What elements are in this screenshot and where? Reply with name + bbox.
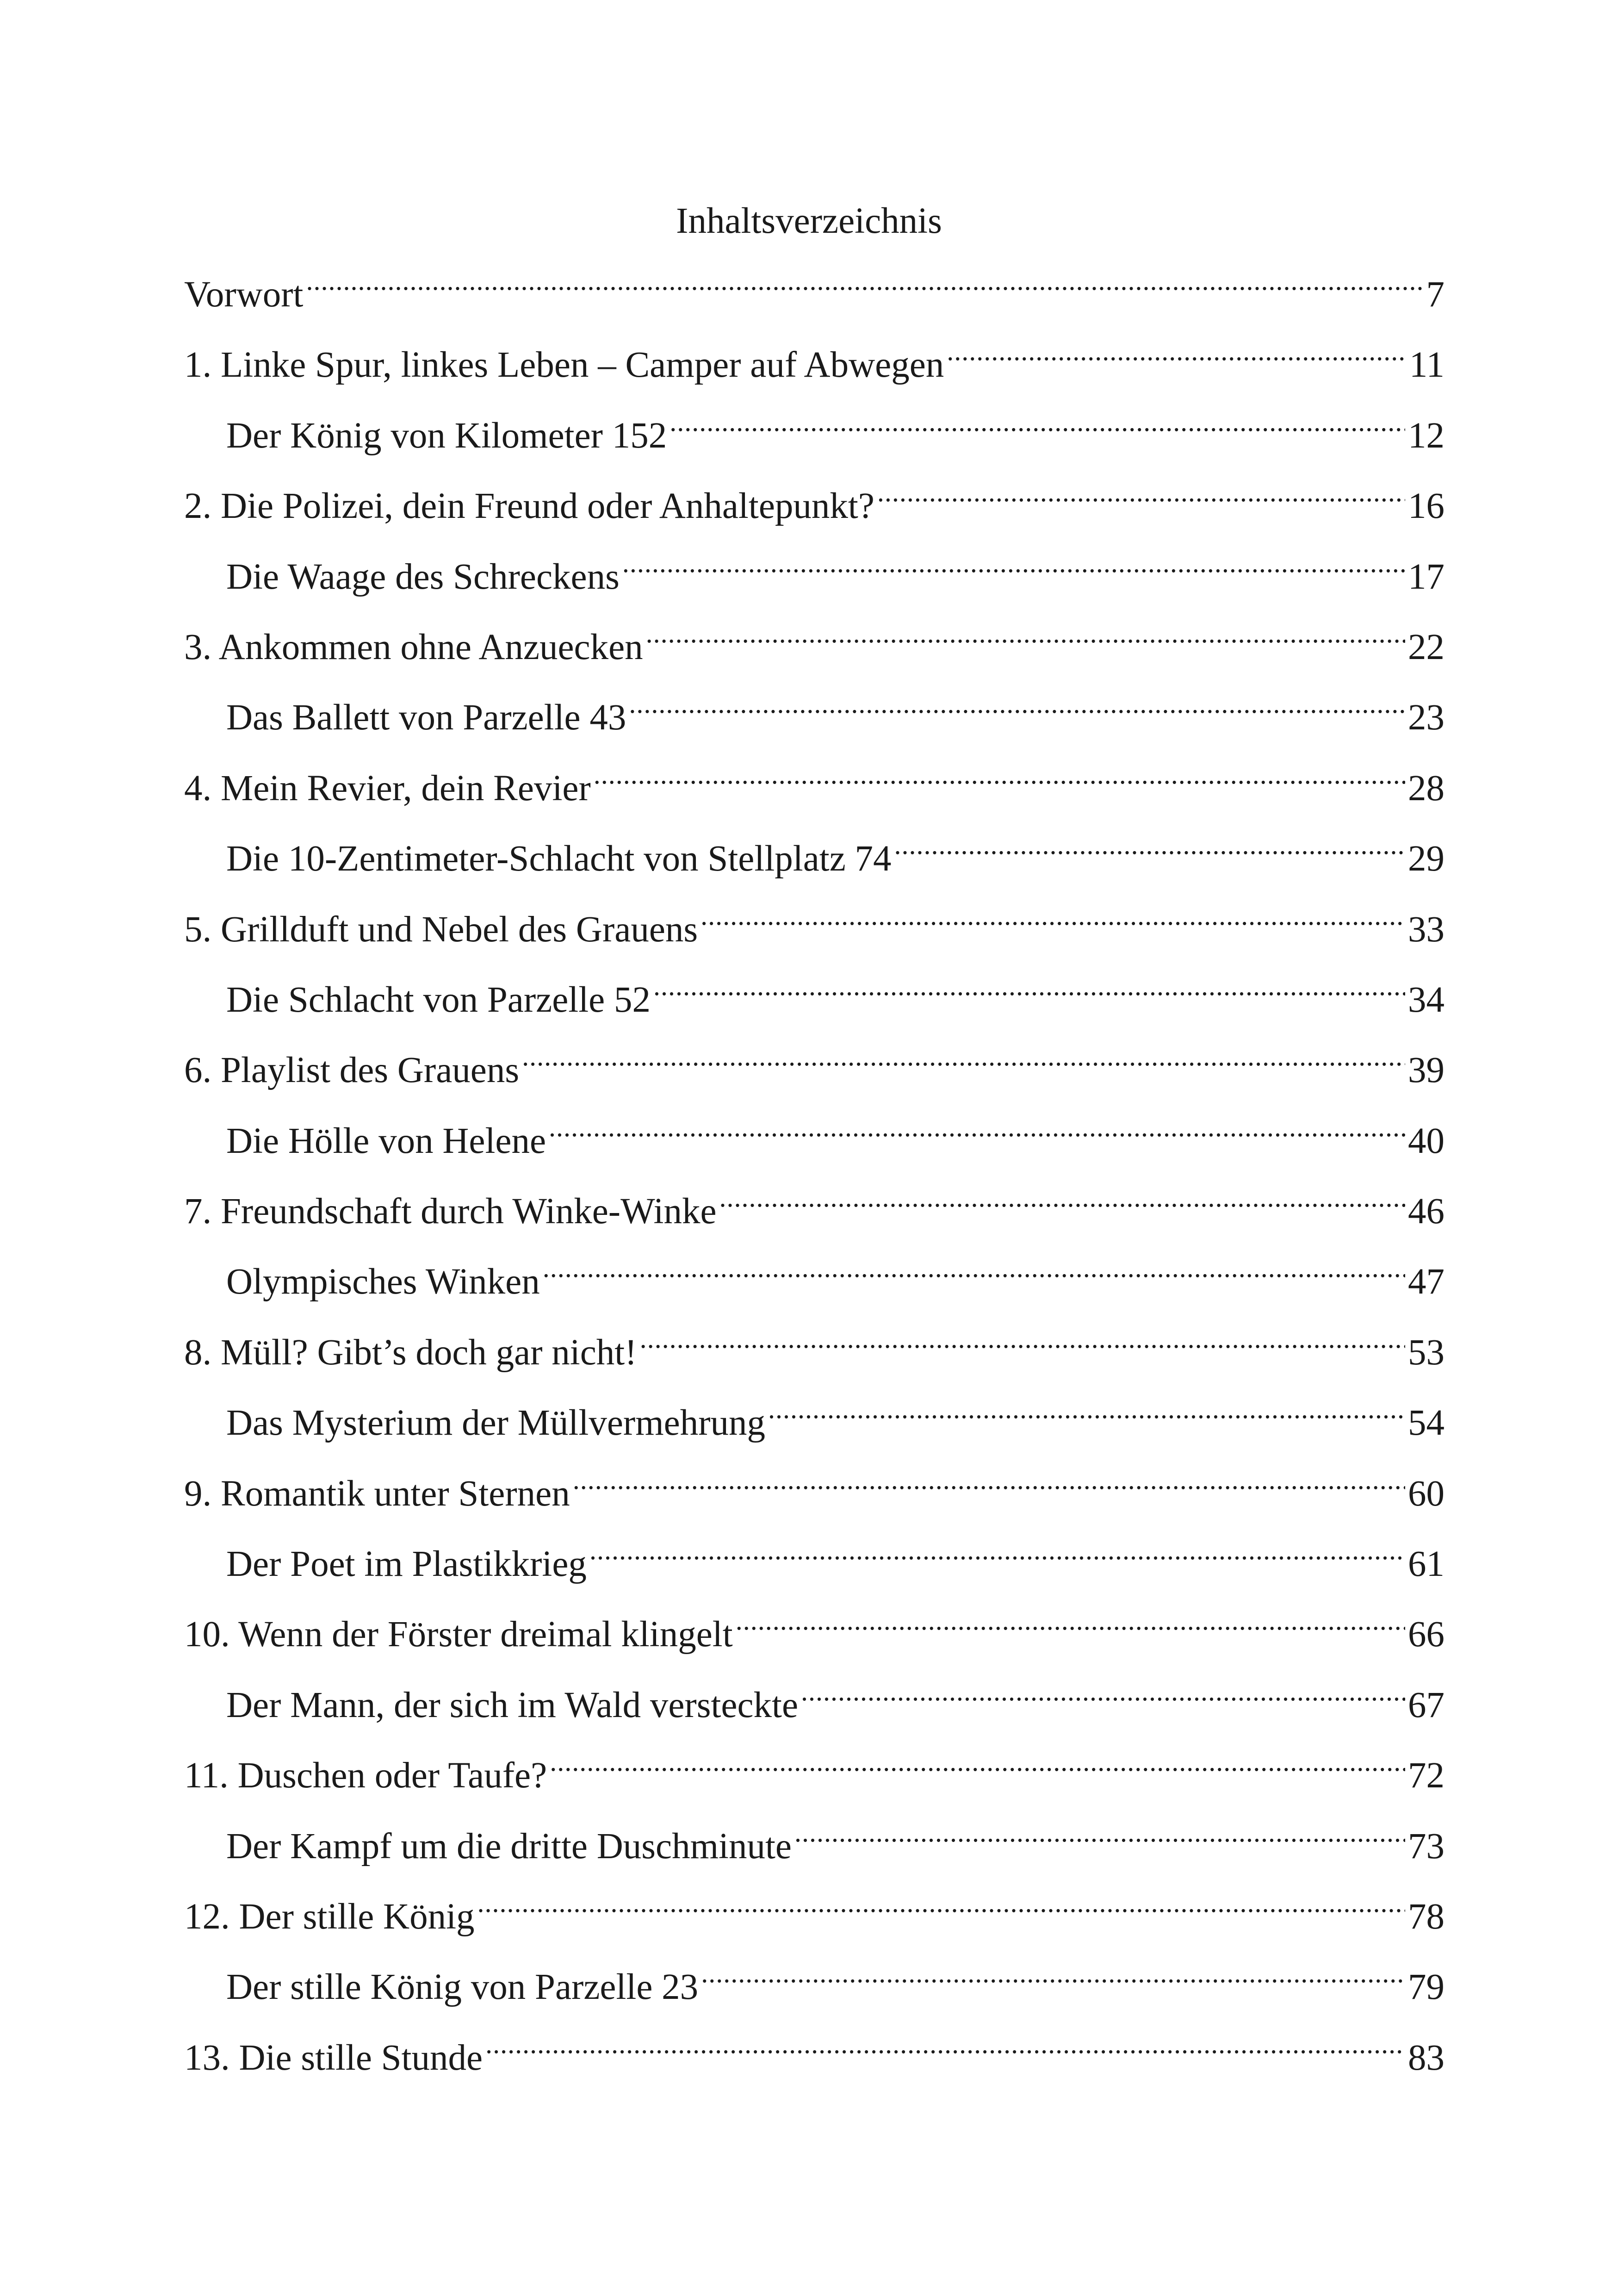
dot-leader	[646, 604, 1405, 659]
toc-entry-page: 60	[1408, 1473, 1444, 1514]
toc-entry-label: 10. Wenn der Förster dreimal klingelt	[184, 1614, 733, 1655]
toc-entry-page: 73	[1408, 1826, 1444, 1867]
dot-leader	[629, 674, 1405, 729]
dot-leader	[701, 886, 1405, 941]
toc-entry-page: 78	[1408, 1896, 1444, 1937]
toc-entry-label: Die 10-Zentimeter-Schlacht von Stellplatz 74	[226, 839, 892, 879]
toc-entry-label: 6. Playlist des Grauens	[184, 1050, 520, 1091]
toc-entry-page: 11	[1409, 345, 1444, 386]
toc-entry-label: 11. Duschen oder Taufe?	[184, 1755, 547, 1796]
toc-entry-section-2[interactable]	[184, 533, 1444, 604]
dot-leader	[589, 1520, 1405, 1576]
toc-entry-section-3[interactable]	[184, 674, 1444, 744]
toc-entry-section-11[interactable]	[184, 1803, 1444, 1873]
dot-leader	[640, 1309, 1405, 1364]
dot-leader	[736, 1591, 1405, 1646]
toc-entry-chapter-10[interactable]	[184, 1591, 1444, 1661]
toc-entry-chapter-11[interactable]	[184, 1732, 1444, 1802]
toc-entry-label: Die Waage des Schreckens	[226, 556, 620, 597]
toc-entry-label: Das Ballett von Parzelle 43	[226, 697, 626, 738]
dot-leader	[550, 1732, 1405, 1787]
toc-entry-label: Das Mysterium der Müllvermehrung	[226, 1403, 766, 1444]
toc-entry-page: 54	[1408, 1403, 1444, 1444]
dot-leader	[477, 1873, 1405, 1929]
toc-entry-page: 23	[1408, 697, 1444, 738]
toc-entry-page: 79	[1408, 1967, 1444, 2008]
toc-entry-label: 7. Freundschaft durch Winke-Winke	[184, 1191, 717, 1232]
dot-leader	[573, 1450, 1405, 1506]
table-of-contents	[184, 251, 1444, 2084]
toc-entry-chapter-7[interactable]	[184, 1168, 1444, 1238]
toc-entry-page: 16	[1408, 486, 1444, 527]
toc-entry-label: Der Poet im Plastikkrieg	[226, 1544, 587, 1585]
toc-entry-chapter-1[interactable]	[184, 321, 1444, 392]
dot-leader	[947, 321, 1407, 377]
dot-leader	[306, 251, 1423, 306]
toc-entry-label: 13. Die stille Stunde	[184, 2037, 483, 2078]
toc-entry-page: 29	[1408, 839, 1444, 879]
toc-entry-page: 33	[1408, 909, 1444, 950]
toc-entry-chapter-5[interactable]	[184, 886, 1444, 956]
toc-entry-label: Der Kampf um die dritte Duschminute	[226, 1826, 792, 1867]
toc-entry-section-1[interactable]	[184, 392, 1444, 462]
toc-entry-label: 3. Ankommen ohne Anzuecken	[184, 627, 643, 667]
toc-entry-vorwort[interactable]	[184, 251, 1444, 321]
toc-entry-section-9[interactable]	[184, 1520, 1444, 1591]
toc-entry-page: 72	[1408, 1755, 1444, 1796]
toc-entry-section-7[interactable]	[184, 1238, 1444, 1308]
dot-leader	[622, 533, 1405, 589]
toc-entry-chapter-3[interactable]	[184, 604, 1444, 674]
dot-leader	[801, 1661, 1405, 1717]
toc-entry-page: 66	[1408, 1614, 1444, 1655]
toc-entry-label: 2. Die Polizei, dein Freund oder Anhaltepunkt?	[184, 486, 874, 527]
toc-entry-label: Der stille König von Parzelle 23	[226, 1967, 699, 2008]
dot-leader	[653, 956, 1405, 1012]
toc-entry-label: Die Hölle von Helene	[226, 1120, 546, 1161]
toc-entry-page: 47	[1408, 1262, 1444, 1302]
toc-entry-label: 5. Grillduft und Nebel des Grauens	[184, 909, 698, 950]
dot-leader	[768, 1379, 1405, 1435]
toc-entry-chapter-9[interactable]	[184, 1450, 1444, 1520]
toc-entry-label: 4. Mein Revier, dein Revier	[184, 768, 591, 809]
toc-entry-label: Die Schlacht von Parzelle 52	[226, 979, 651, 1020]
toc-entry-label: 8. Müll? Gibt’s doch gar nicht!	[184, 1332, 637, 1373]
toc-entry-label: Vorwort	[184, 274, 304, 315]
dot-leader	[485, 2014, 1405, 2070]
toc-entry-section-10[interactable]	[184, 1661, 1444, 1732]
toc-entry-page: 61	[1408, 1544, 1444, 1585]
toc-entry-page: 53	[1408, 1332, 1444, 1373]
toc-entry-page: 83	[1408, 2037, 1444, 2078]
toc-entry-section-8[interactable]	[184, 1379, 1444, 1450]
toc-entry-label: Der König von Kilometer 152	[226, 415, 667, 456]
toc-entry-label: 9. Romantik unter Sternen	[184, 1473, 570, 1514]
dot-leader	[719, 1168, 1405, 1223]
toc-entry-page: 7	[1426, 274, 1444, 315]
toc-entry-page: 28	[1408, 768, 1444, 809]
toc-entry-label: 12. Der stille König	[184, 1896, 475, 1937]
toc-entry-page: 46	[1408, 1191, 1444, 1232]
toc-entry-section-4[interactable]	[184, 815, 1444, 885]
toc-entry-label: Olympisches Winken	[226, 1262, 540, 1302]
toc-entry-page: 34	[1408, 979, 1444, 1020]
toc-entry-chapter-4[interactable]	[184, 745, 1444, 815]
dot-leader	[543, 1238, 1405, 1294]
toc-entry-page: 67	[1408, 1685, 1444, 1725]
toc-entry-section-12[interactable]	[184, 1943, 1444, 2014]
toc-entry-page: 39	[1408, 1050, 1444, 1091]
toc-entry-chapter-8[interactable]	[184, 1309, 1444, 1379]
toc-entry-chapter-2[interactable]	[184, 462, 1444, 533]
toc-entry-page: 17	[1408, 556, 1444, 597]
toc-entry-chapter-6[interactable]	[184, 1027, 1444, 1097]
dot-leader	[670, 392, 1405, 448]
toc-entry-page: 12	[1408, 415, 1444, 456]
dot-leader	[701, 1943, 1405, 1999]
dot-leader	[594, 745, 1405, 800]
toc-entry-page: 40	[1408, 1120, 1444, 1161]
toc-entry-section-5[interactable]	[184, 956, 1444, 1027]
dot-leader	[877, 462, 1405, 518]
toc-entry-section-6[interactable]	[184, 1097, 1444, 1168]
toc-entry-label: 1. Linke Spur, linkes Leben – Camper auf Abwegen	[184, 345, 944, 386]
dot-leader	[522, 1027, 1405, 1082]
dot-leader	[894, 815, 1405, 871]
dot-leader	[794, 1803, 1405, 1858]
toc-entry-chapter-13[interactable]	[184, 2014, 1444, 2084]
toc-title: Inhaltsverzeichnis	[676, 201, 942, 241]
toc-entry-chapter-12[interactable]	[184, 1873, 1444, 1943]
dot-leader	[549, 1097, 1405, 1153]
toc-entry-page: 22	[1408, 627, 1444, 667]
toc-entry-label: Der Mann, der sich im Wald versteckte	[226, 1685, 799, 1725]
